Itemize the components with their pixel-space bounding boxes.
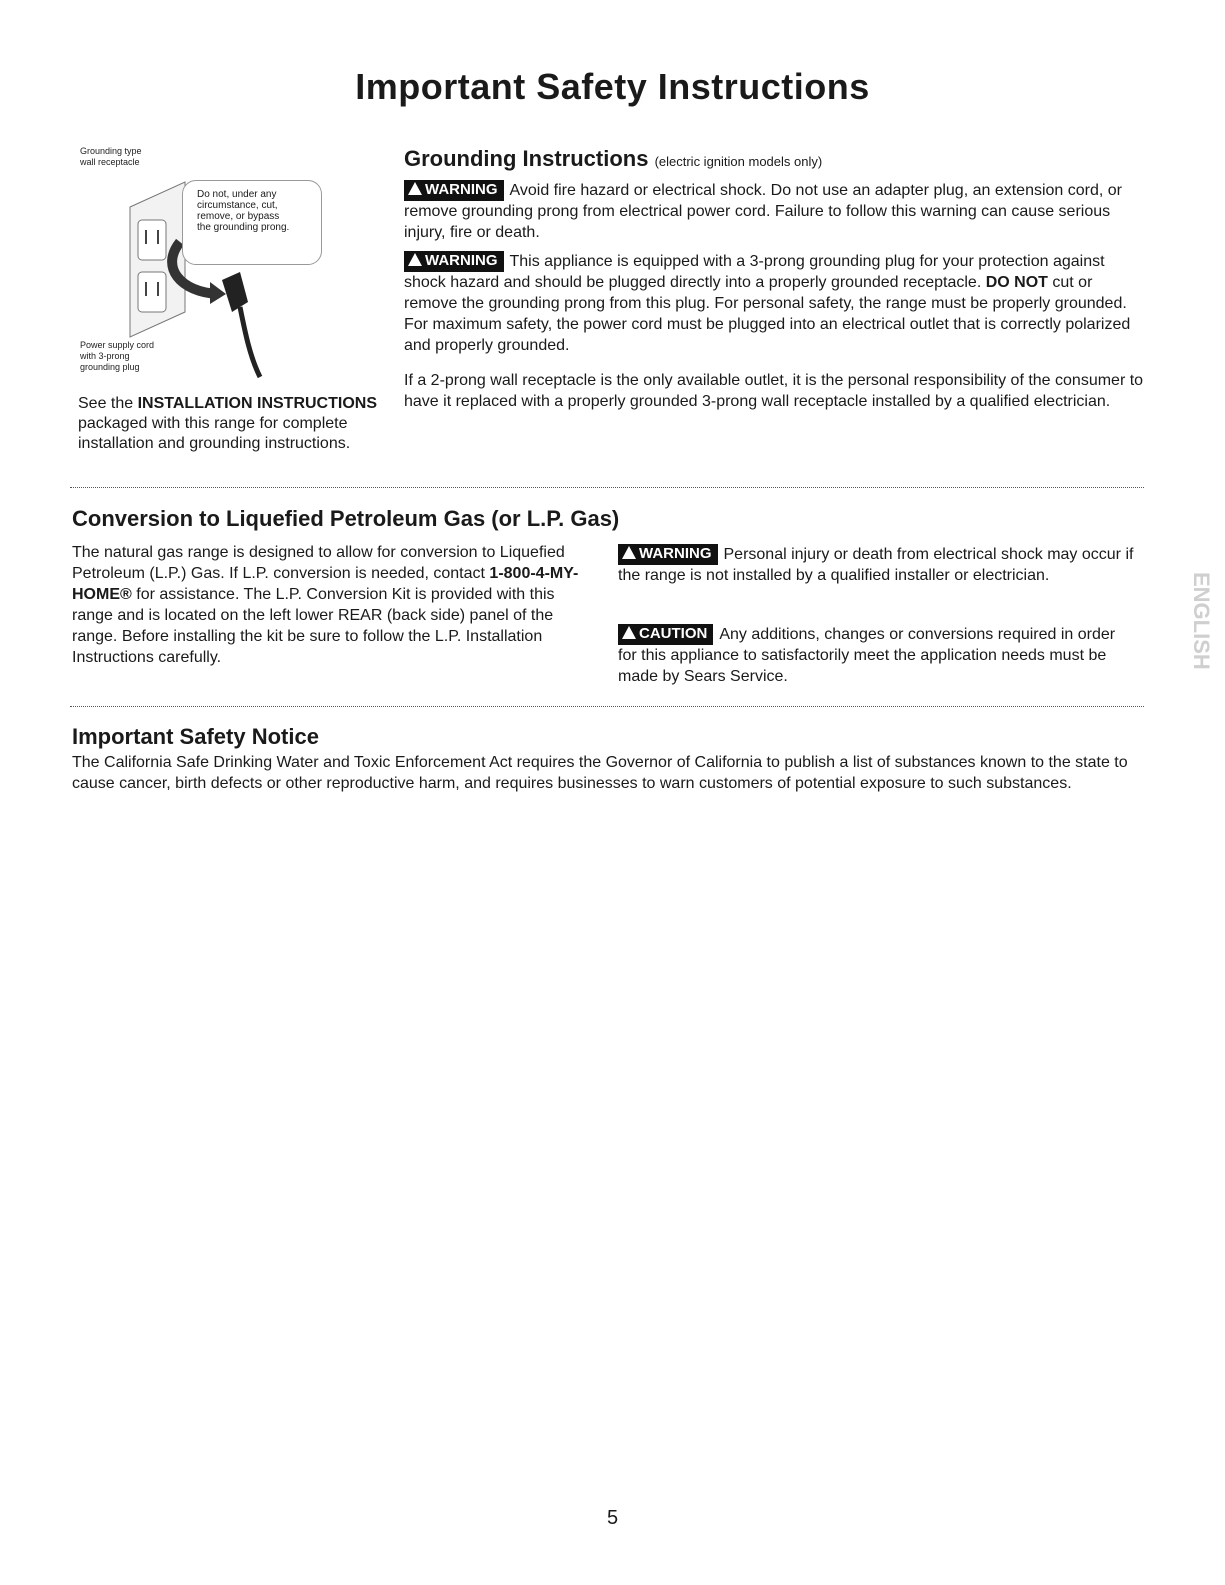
divider	[70, 706, 1144, 707]
divider	[70, 487, 1144, 488]
notice-heading: Important Safety Notice	[72, 724, 319, 749]
installation-reference: See the INSTALLATION INSTRUCTIONS packaged with this range for complete installation and grounding instructions.	[78, 395, 377, 452]
grounding-warning-1: WARNING Avoid fire hazard or electrical shock. Do not use an adapter plug, an extension cord, or remove grounding prong from electrical power cord. Failure to follow this warning can cause serious injury, fire or death.	[404, 181, 1122, 241]
conversion-paragraph: The natural gas range is designed to allow for conversion to Liquefied Petroleum (L.P.) Gas. If L.P. conversion is needed, contact 1-800-4-MY-HOME® for assistance. The L.P. Conversion Kit is provided with this range and is located on the left lower REAR (back side) panel of the range. Before installing the kit be sure to follow the L.P. Installation Instructions carefully.	[72, 544, 579, 666]
cord-label: Power supply cord with 3-prong grounding plug	[80, 340, 155, 372]
warning-badge: WARNING	[618, 544, 718, 565]
receptacle-label: Grounding type wall receptacle	[80, 146, 142, 167]
grounding-warning-2: WARNING This appliance is equipped with a 3-prong grounding plug for your protection against shock hazard and should be plugged directly into a properly grounded receptacle. DO NOT cut or remove the grounding prong from this plug. For personal safety, the range must be properly grounded. For maximum safety, the power cord must be plugged into an electrical outlet that is correctly polarized and properly grounded.	[404, 252, 1131, 354]
caution-badge: CAUTION	[618, 624, 713, 645]
page-title: Important Safety Instructions	[355, 66, 870, 107]
notice-paragraph: The California Safe Drinking Water and Toxic Enforcement Act requires the Governor of California to publish a list of substances known to the state to cause cancer, birth defects or other reproductive harm, and requires businesses to warn customers of potential exposure to such substances.	[72, 754, 1128, 792]
page-number: 5	[606, 1507, 619, 1529]
conversion-caution: CAUTION Any additions, changes or conversions required in order for this appliance to satisfactorily meet the application needs must be made by Sears Service.	[618, 625, 1116, 685]
conversion-heading: Conversion to Liquefied Petroleum Gas (or L.P. Gas)	[72, 506, 620, 531]
warning-callout: Do not, under any circumstance, cut, remove, or bypass the grounding prong.	[182, 180, 322, 265]
conversion-warning: WARNING Personal injury or death from electrical shock may occur if the range is not installed by a qualified installer or electrician.	[618, 545, 1134, 584]
language-side-label: ENGLISH	[1189, 572, 1214, 670]
warning-badge: WARNING	[404, 251, 504, 272]
warning-triangle-icon	[622, 546, 636, 559]
grounding-heading: Grounding Instructions (electric ignition models only)	[404, 146, 823, 171]
warning-triangle-icon	[408, 182, 422, 195]
warning-triangle-icon	[408, 253, 422, 266]
warning-badge: WARNING	[404, 180, 504, 201]
grounding-paragraph: If a 2-prong wall receptacle is the only available outlet, it is the personal responsibility of the consumer to have it replaced with a properly grounded 3-prong wall receptacle installed by a qualified electrician.	[404, 372, 1144, 410]
grounding-section	[404, 146, 1144, 412]
caution-triangle-icon	[622, 626, 636, 639]
